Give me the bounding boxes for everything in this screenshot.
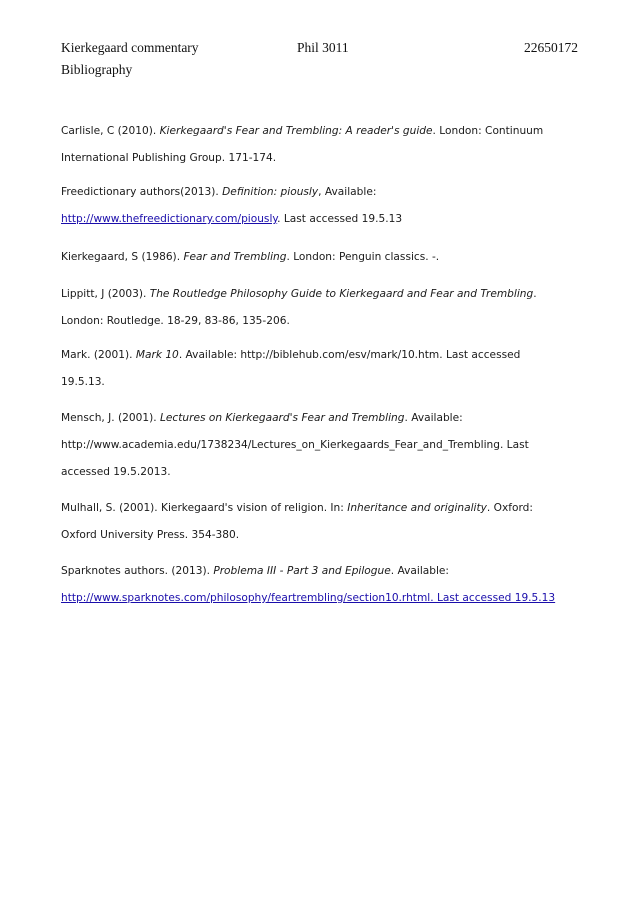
header-course-code: Phil 3011 (297, 40, 349, 55)
entry-accessed: . Last accessed 19.5.13 (277, 213, 403, 225)
entry-line (61, 125, 543, 137)
entry-author-year: Sparknotes authors. (2013). (61, 565, 214, 577)
entry-continuation: accessed 19.5.2013. (61, 466, 171, 478)
entry-continuation: International Publishing Group. 171-174. (61, 152, 277, 164)
entry-continuation: London: Routledge. 18-29, 83-86, 135-206. (61, 315, 290, 327)
entry-availability: , Available: (318, 186, 377, 198)
entry-author-year: Lippitt, J (2003). (61, 288, 150, 300)
entry-line (61, 288, 537, 300)
entry-title: Mark 10 (135, 349, 179, 361)
entry-continuation (61, 213, 402, 225)
entry-title: Problema III - Part 3 and Epilogue (213, 565, 391, 577)
entry-title: The Routledge Philosophy Guide to Kierkegaard and Fear and Trembling (149, 288, 534, 300)
page-title: Bibliography (61, 62, 133, 77)
entry-publisher: . Oxford: (486, 502, 533, 514)
entry-author-year: Mark. (2001). (61, 349, 136, 361)
header-student-number: 22650172 (524, 40, 578, 55)
entry-author-year: Carlisle, C (2010). (61, 125, 160, 137)
entry-continuation: 19.5.13. (61, 376, 105, 388)
entry-author-year: Freedictionary authors(2013). (61, 186, 223, 198)
header-course-title: Kierkegaard commentary (61, 40, 199, 55)
entry-author-year: Kierkegaard, S (1986). (61, 251, 184, 263)
entry-title: Inheritance and originality (347, 502, 487, 514)
entry-availability: . Available: http://biblehub.com/esv/mark/10.htm. Last accessed (178, 349, 521, 361)
entry-title: Kierkegaard's Fear and Trembling: A reader's guide (159, 125, 433, 137)
entry-title: Lectures on Kierkegaard's Fear and Trembling (160, 412, 405, 424)
entry-line (61, 565, 449, 577)
entry-author-year: Mulhall, S. (2001). Kierkegaard's vision of religion. In: (61, 502, 348, 514)
entry-publisher: . London: Penguin classics. -. (286, 251, 440, 263)
sparknotes-link[interactable]: http://www.sparknotes.com/philosophy/feartrembling/section10.rhtml. Last accessed 19.5.13 (61, 592, 556, 604)
entry-availability: . Available: (404, 412, 463, 424)
entry-continuation: http://www.academia.edu/1738234/Lectures_on_Kierkegaards_Fear_and_Trembling. Last (61, 439, 529, 451)
entry-title: Definition: piously (222, 186, 319, 198)
entry-line (61, 502, 533, 514)
entry-line (61, 349, 520, 361)
entry-continuation (61, 592, 555, 604)
entry-line (61, 186, 376, 198)
page-header (61, 40, 578, 58)
entry-continuation: Oxford University Press. 354-380. (61, 529, 240, 541)
entry-line (61, 412, 463, 424)
entry-author-year: Mensch, J. (2001). (61, 412, 160, 424)
entry-title: Fear and Trembling (183, 251, 287, 263)
freedictionary-link[interactable]: http://www.thefreedictionary.com/piously (61, 213, 278, 225)
entry-availability: . Available: (390, 565, 450, 577)
entry-punctuation: . (533, 288, 537, 300)
entry-publisher: . London: Continuum (432, 125, 544, 137)
entry-line (61, 251, 439, 263)
